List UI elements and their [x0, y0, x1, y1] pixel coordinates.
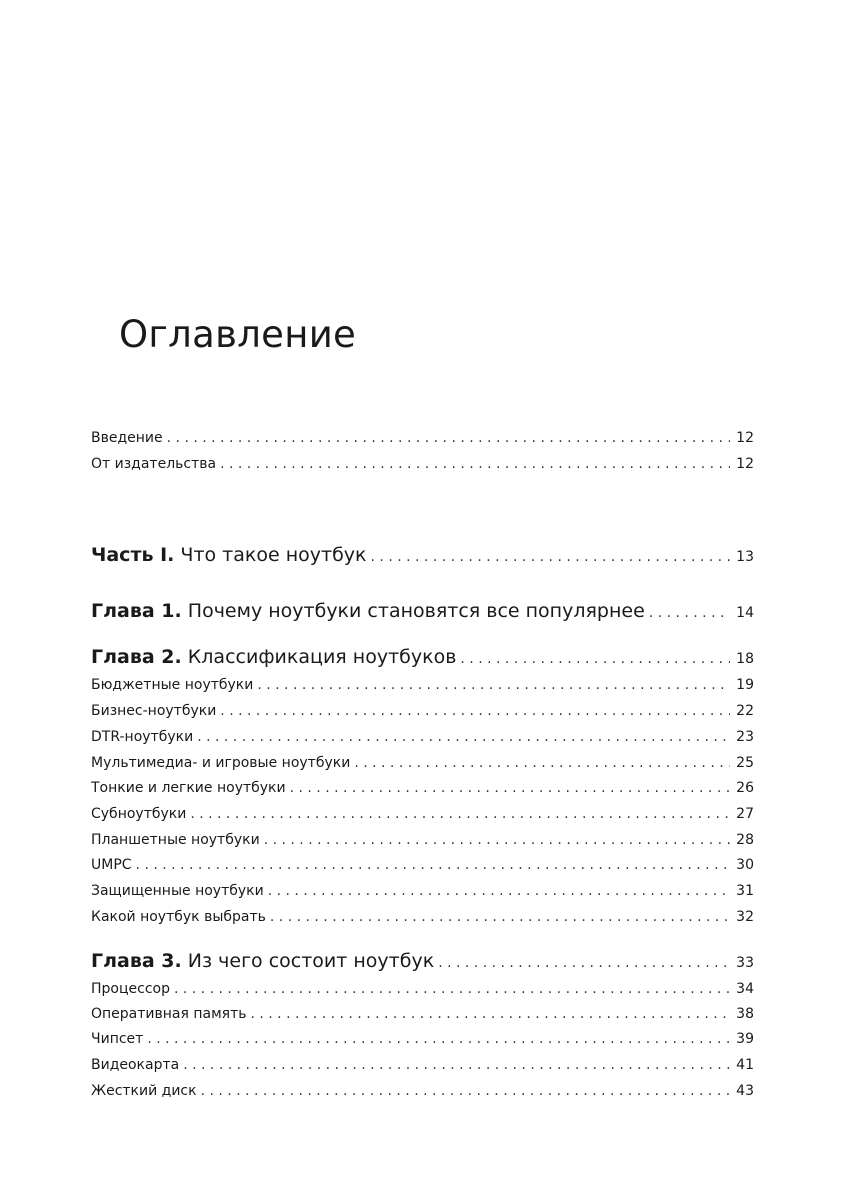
dot-leader — [460, 651, 730, 667]
toc-entry[interactable] — [91, 1031, 754, 1047]
dot-leader — [167, 430, 730, 446]
dot-leader — [197, 729, 730, 745]
toc-entry[interactable] — [91, 806, 754, 822]
toc-entry[interactable] — [91, 1057, 754, 1073]
toc-chapter-2[interactable] — [91, 646, 754, 668]
toc-page-number: 38 — [736, 1006, 754, 1022]
toc-page-number: 34 — [736, 981, 754, 997]
toc-page-number: 27 — [736, 806, 754, 822]
dot-leader — [264, 832, 730, 848]
toc-page-number: 39 — [736, 1031, 754, 1047]
toc-page-number: 31 — [736, 883, 754, 899]
toc-entry[interactable] — [91, 780, 754, 796]
dot-leader — [174, 981, 730, 997]
toc-entry-label: Какой ноутбук выбрать — [91, 909, 266, 925]
dot-leader — [136, 857, 730, 873]
toc-page-number: 19 — [736, 677, 754, 693]
dot-leader — [649, 605, 730, 621]
toc-part-1[interactable] — [91, 544, 754, 566]
toc-page-number: 23 — [736, 729, 754, 745]
dot-leader — [257, 677, 730, 693]
toc-entry[interactable] — [91, 703, 754, 719]
toc-page-number: 32 — [736, 909, 754, 925]
toc-entry-introduction[interactable] — [91, 430, 754, 446]
dot-leader — [250, 1006, 730, 1022]
toc-page-number: 12 — [736, 430, 754, 446]
toc-page-number: 14 — [736, 605, 754, 621]
dot-leader — [371, 549, 730, 565]
dot-leader — [268, 883, 730, 899]
toc-page-number: 18 — [736, 651, 754, 667]
dot-leader — [190, 806, 730, 822]
toc-entry-label: Видеокарта — [91, 1057, 180, 1073]
toc-entry[interactable] — [91, 729, 754, 745]
toc-entry[interactable] — [91, 1083, 754, 1099]
toc-heading-label — [91, 544, 367, 566]
toc-entry[interactable] — [91, 832, 754, 848]
toc-entry-label: От издательства — [91, 456, 217, 472]
dot-leader — [201, 1083, 730, 1099]
dot-leader — [290, 780, 730, 796]
toc-entry-label: Мультимедиа- и игровые ноутбуки — [91, 755, 351, 771]
dot-leader — [354, 755, 730, 771]
toc-entry-label: UMPC — [91, 857, 132, 873]
chapter-prefix: Глава 2. — [91, 646, 182, 668]
toc-entry[interactable] — [91, 677, 754, 693]
chapter-title: Из чего состоит ноутбук — [187, 950, 435, 972]
toc-page-number: 25 — [736, 755, 754, 771]
toc-chapter-3[interactable] — [91, 950, 754, 972]
toc-entry-label: Субноутбуки — [91, 806, 187, 822]
toc-entry[interactable] — [91, 909, 754, 925]
toc-page-number: 28 — [736, 832, 754, 848]
toc-entry-label: Бюджетные ноутбуки — [91, 677, 254, 693]
toc-page-number: 30 — [736, 857, 754, 873]
chapter-prefix: Глава 1. — [91, 600, 182, 622]
toc-heading-label — [91, 950, 434, 972]
chapter-title: Классификация ноутбуков — [187, 646, 457, 668]
toc-page-number: 26 — [736, 780, 754, 796]
toc-entry-label: Чипсет — [91, 1031, 144, 1047]
toc-entry[interactable] — [91, 755, 754, 771]
toc-entry[interactable] — [91, 981, 754, 997]
toc-page-number: 12 — [736, 456, 754, 472]
part-title: Что такое ноутбук — [180, 544, 367, 566]
dot-leader — [183, 1057, 730, 1073]
toc-heading-label — [91, 600, 645, 622]
chapter-title: Почему ноутбуки становятся все популярнее — [187, 600, 645, 622]
toc-entry-label: DTR-ноутбуки — [91, 729, 194, 745]
toc-page-number: 22 — [736, 703, 754, 719]
toc-page-number: 13 — [736, 549, 754, 565]
chapter-prefix: Глава 3. — [91, 950, 182, 972]
toc-heading-label — [91, 646, 456, 668]
toc-entry-label: Процессор — [91, 981, 170, 997]
toc-entry-from-publisher[interactable] — [91, 456, 754, 472]
dot-leader — [438, 955, 730, 971]
toc-entry-label: Оперативная память — [91, 1006, 247, 1022]
toc-entry[interactable] — [91, 883, 754, 899]
toc-entry-label: Защищенные ноутбуки — [91, 883, 264, 899]
toc-entry-label: Жесткий диск — [91, 1083, 197, 1099]
toc-entry-label: Планшетные ноутбуки — [91, 832, 260, 848]
dot-leader — [147, 1031, 730, 1047]
toc-entry-label: Бизнес-ноутбуки — [91, 703, 217, 719]
toc-page-number: 33 — [736, 955, 754, 971]
dot-leader — [220, 703, 730, 719]
toc-chapter-1[interactable] — [91, 600, 754, 622]
part-prefix: Часть I. — [91, 544, 175, 566]
toc-entry-label: Введение — [91, 430, 163, 446]
dot-leader — [220, 456, 730, 472]
toc-entry[interactable] — [91, 857, 754, 873]
page-title: Оглавление — [119, 313, 357, 356]
toc-entry-label: Тонкие и легкие ноутбуки — [91, 780, 286, 796]
toc-page-number: 41 — [736, 1057, 754, 1073]
dot-leader — [270, 909, 730, 925]
toc-page-number: 43 — [736, 1083, 754, 1099]
toc-entry[interactable] — [91, 1006, 754, 1022]
